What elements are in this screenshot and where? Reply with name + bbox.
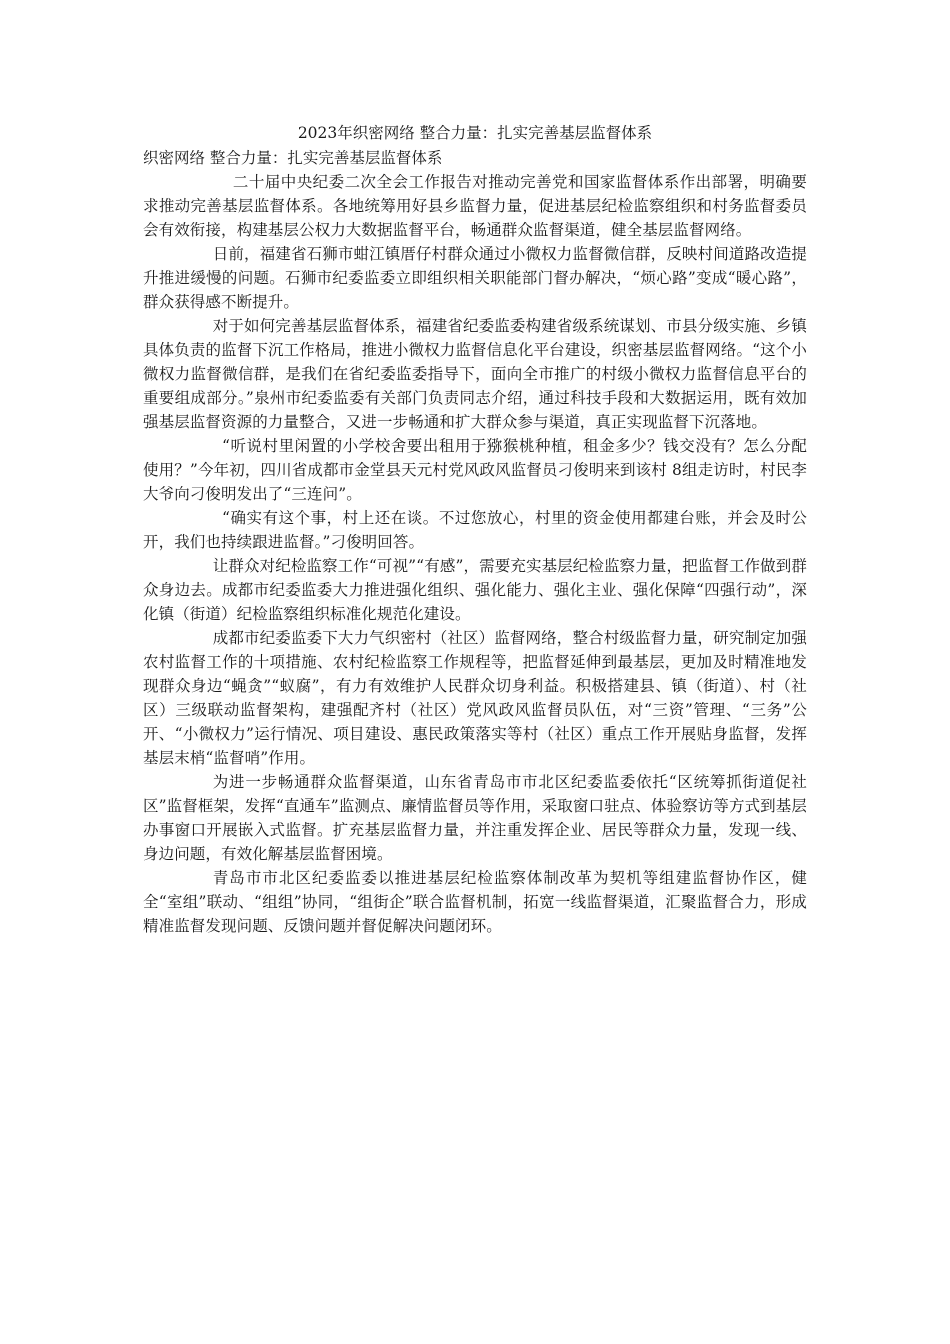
- paragraph-8: 为进一步畅通群众监督渠道，山东省青岛市市北区纪委监委依托“区统筹抓街道促社区”监督框架，发挥“直通车”监测点、廉情监督员等作用，采取窗口驻点、体验察访等方式到基层办事窗口开展嵌入式监督。扩充基层监督力量，并注重发挥企业、居民等群众力量，发现一线、身边问题，有效化解基层监督困境。: [143, 773, 807, 863]
- document-page: [143, 122, 807, 938]
- paragraph-6: 让群众对纪检监察工作“可视”“有感”，需要充实基层纪检监察力量，把监督工作做到群众身边去。成都市纪委监委大力推进强化组织、强化能力、强化主业、强化保障“四强行动”，深化镇（街道）纪检监察组织标准化规范化建设。: [143, 557, 807, 623]
- paragraph-9: 青岛市市北区纪委监委以推进基层纪检监察体制改革为契机等组建监督协作区，健全“室组”联动、“组组”协同，“组街企”联合监督机制，拓宽一线监督渠道，汇聚监督合力，形成精准监督发现问题、反馈问题并督促解决问题闭环。: [143, 869, 807, 935]
- paragraph-2: 日前，福建省石狮市蚶江镇厝仔村群众通过小微权力监督微信群，反映村间道路改造提升推进缓慢的问题。石狮市纪委监委立即组织相关职能部门督办解决，“烦心路”变成“暖心路”，群众获得感不断提升。: [143, 245, 807, 311]
- document-subtitle: 织密网络 整合力量：扎实完善基层监督体系: [143, 149, 443, 167]
- paragraph-4: “听说村里闲置的小学校舍要出租用于猕猴桃种植，租金多少？钱交没有？怎么分配使用？”今年初，四川省成都市金堂县天元村党风政风监督员刁俊明来到该村 8组走访时，村民李大爷向刁俊明发出了“三连问”。: [143, 437, 807, 503]
- paragraph-5: “确实有这个事，村上还在谈。不过您放心，村里的资金使用都建台账，并会及时公开，我们也持续跟进监督。”刁俊明回答。: [143, 509, 807, 551]
- document-title: 2023年织密网络 整合力量：扎实完善基层监督体系: [297, 124, 653, 142]
- paragraph-1: 二十届中央纪委二次全会工作报告对推动完善党和国家监督体系作出部署，明确要求推动完善基层监督体系。各地统筹用好县乡监督力量，促进基层纪检监察组织和村务监督委员会有效衔接，构建基层公权力大数据监督平台，畅通群众监督渠道，健全基层监督网络。: [143, 173, 807, 239]
- paragraph-7: 成都市纪委监委下大力气织密村（社区）监督网络，整合村级监督力量，研究制定加强农村监督工作的十项措施、农村纪检监察工作规程等，把监督延伸到最基层，更加及时精准地发现群众身边“蝇贪”“蚁腐”，有力有效维护人民群众切身利益。积极搭建县、镇（街道）、村（社区）三级联动监督架构，建强配齐村（社区）党风政风监督员队伍，对“三资”管理、“三务”公开、“小微权力”运行情况、项目建设、惠民政策落实等村（社区）重点工作开展贴身监督，发挥基层末梢“监督哨”作用。: [143, 629, 807, 767]
- paragraph-3: 对于如何完善基层监督体系，福建省纪委监委构建省级系统谋划、市县分级实施、乡镇具体负责的监督下沉工作格局，推进小微权力监督信息化平台建设，织密基层监督网络。“这个小微权力监督微信群，是我们在省纪委监委指导下，面向全市推广的村级小微权力监督信息平台的重要组成部分。”泉州市纪委监委有关部门负责同志介绍，通过科技手段和大数据运用，既有效加强基层监督资源的力量整合，又进一步畅通和扩大群众参与渠道，真正实现监督下沉落地。: [143, 317, 807, 431]
